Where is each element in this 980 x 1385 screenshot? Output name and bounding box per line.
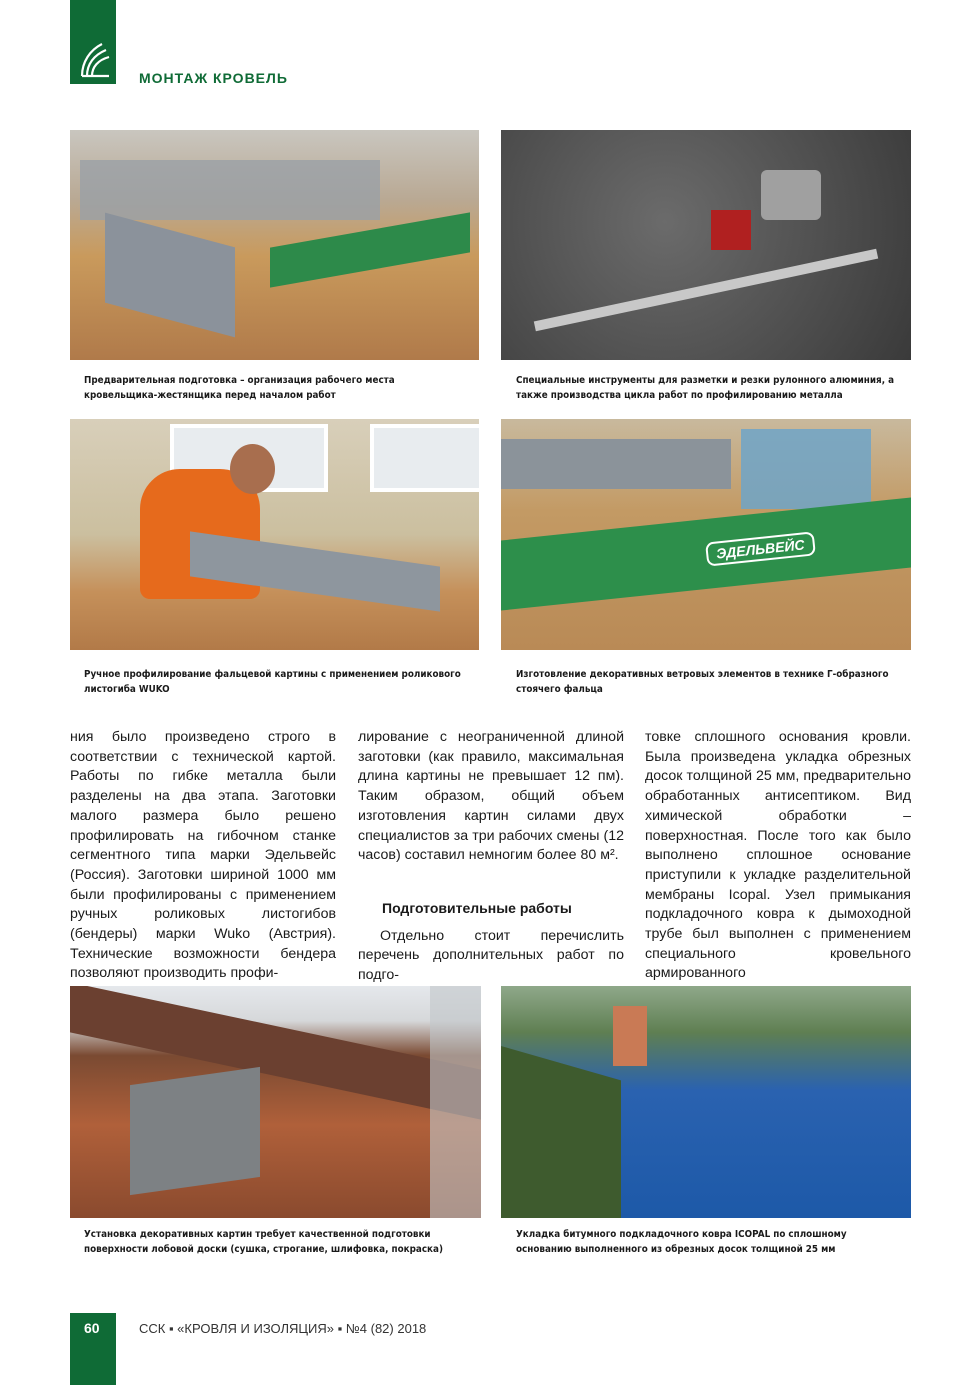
paragraph: товке сплошного основания кровли. Была произведена укладка обрезных досок толщиной 25 мм, предварительно обработанных антисептиком. Вид химической обработки – поверхностная. После того как было выполнено сплошное основание приступили к укладке разделительной мембраны Icopal. Узел примыкания подкладочного ковра к дымоходной трубе был выполнен с применением специального кровельного армированного (645, 729, 911, 982)
caption-2: Специальные инструменты для разметки и резки рулонного алюминия, а также производства цикла работ по профилированию металла (516, 375, 895, 401)
paragraph: лирование с неограниченной длиной заготовки (как правило, максимальная длина картины не превышает 12 пм). Таким образом, общий объем изготовления картин силами двух специалистов за три рабочих смены (12 часов) составил немногим более 80 м². (358, 729, 624, 864)
text-column-3 (645, 728, 911, 984)
paragraph: Отдельно стоит перечислить перечень дополнительных работ по подго- (358, 927, 624, 984)
magazine-logo-icon (78, 40, 110, 80)
photo-fascia-installation (70, 986, 481, 1218)
text-column-2 (358, 728, 624, 986)
caption-5: Установка декоративных картин требует качественной подготовки поверхности лобовой доски (сушка, строгание, шлифовка, покраска) (84, 1229, 443, 1255)
caption-1: Предварительная подготовка – организация рабочего места кровельщика-жестянщика перед началом работ (84, 375, 395, 401)
photo-icopal-underlay (501, 986, 911, 1218)
photo-workplace (70, 130, 479, 360)
section-title: МОНТАЖ КРОВЕЛЬ (139, 70, 288, 86)
photo-bending-machine (501, 419, 911, 650)
paragraph: ния было произведено строго в соответствии с технической картой. Работы по гибке металла были разделены на два этапа. Заготовки малого размера было решено профилировать на гибочном станке сегментного типа марки Эдельвейс (Россия). Заготовки шириной 1000 мм были профилированы с применением ручных роликовых листогибов (бендеры) марки Wuko (Австрия). Технические возможности бендера позволяют производить профи- (70, 729, 336, 982)
subheading: Подготовительные работы (358, 899, 624, 919)
caption-6: Укладка битумного подкладочного ковра ICOPAL по сплошному основанию выполненного из обрезных досок толщиной 25 мм (516, 1229, 847, 1255)
photo-hand-profiling (70, 419, 479, 650)
bender-brand-label: ЭДЕЛЬВЕЙС (705, 531, 816, 566)
text-column-1 (70, 728, 336, 984)
photo-tools (501, 130, 911, 360)
caption-3: Ручное профилирование фальцевой картины с применением роликового листогиба WUKO (84, 669, 461, 695)
page-number: 60 (84, 1320, 100, 1336)
caption-4: Изготовление декоративных ветровых элементов в технике Г-образного стоячего фальца (516, 669, 889, 695)
footer-publication: ССК ▪ «КРОВЛЯ И ИЗОЛЯЦИЯ» ▪ №4 (82) 2018 (139, 1321, 427, 1336)
